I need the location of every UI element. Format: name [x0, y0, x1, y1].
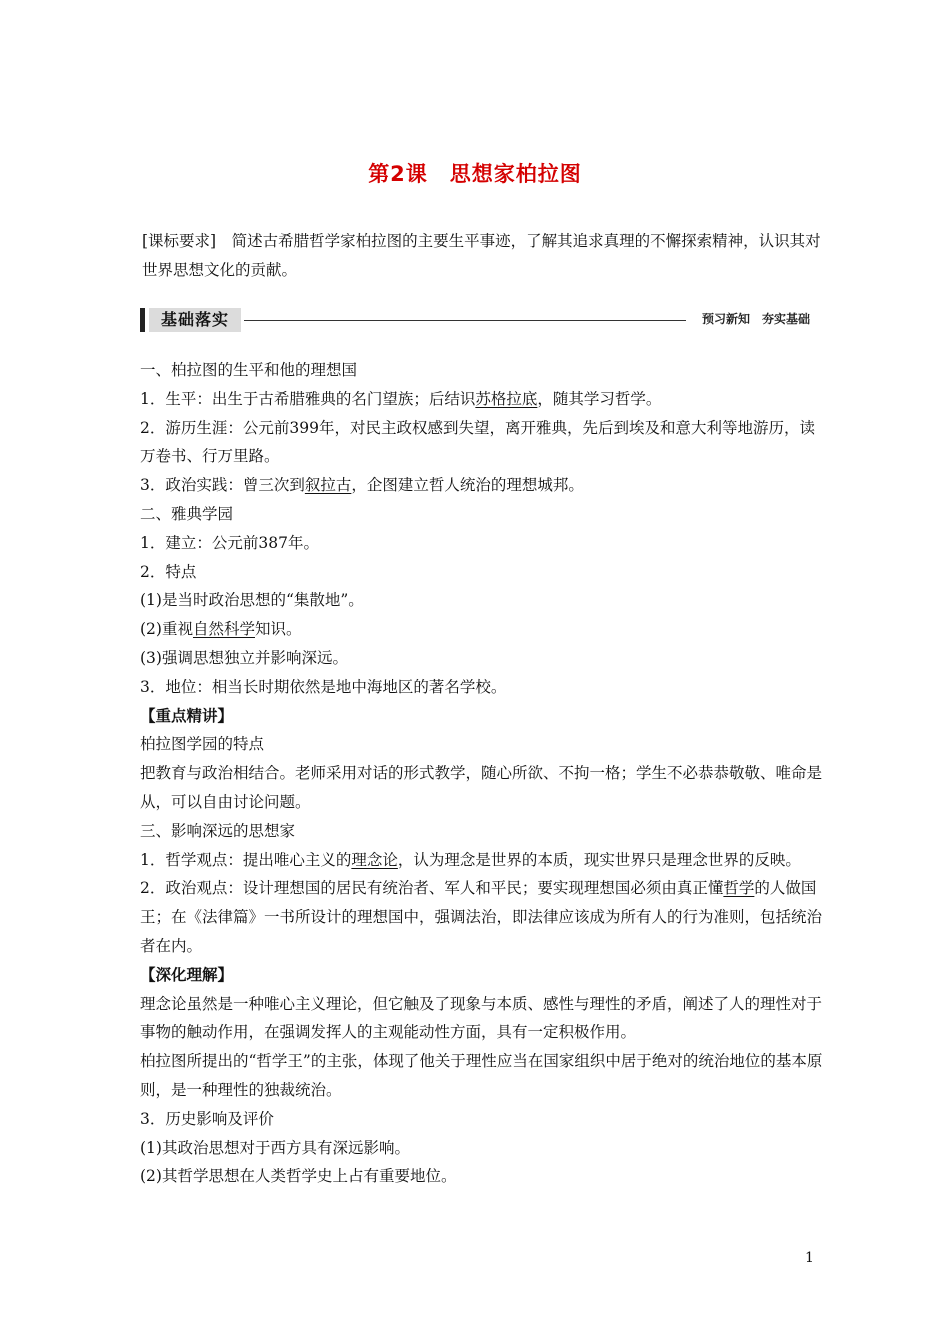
text-span: 3．政治实践：曾三次到: [140, 476, 305, 495]
text-span: ，企图建立哲人统治的理想城邦。: [351, 476, 584, 495]
text-span: 1．生平：出生于古希腊雅典的名门望族；后结识: [140, 389, 476, 408]
paragraph: [140, 615, 830, 644]
text-span: 的人做国王；在《法律篇》一书所设计的理想国中，强调法治，即法律应该成为所有人的行为准则，包括统治者在内。: [140, 879, 823, 955]
text-span: 2．政治观点：设计理想国的居民有统治者、军人和平民；要实现理想国必须由真正懂: [140, 879, 724, 898]
text-span: (2)重视: [140, 620, 193, 639]
text-span: 1．哲学观点：提出唯心主义的: [140, 850, 352, 869]
paragraph: (1)是当时政治思想的“集散地”。: [140, 591, 364, 610]
text-span: ，认为理念是世界的本质，现实世界只是理念世界的反映。: [397, 850, 801, 869]
requirement-label: [课标要求]: [142, 232, 217, 250]
section-heading: 二、雅典学园: [140, 504, 234, 523]
paragraph: 2．特点: [140, 562, 197, 581]
paragraph: 2．游历生涯：公元前399年，对民主政权感到失望，离开雅典，先后到埃及和意大利等地游历，读万卷书、行万里路。: [140, 418, 815, 466]
paragraph: (2)其哲学思想在人类哲学史上占有重要地位。: [140, 1167, 457, 1186]
paragraph: [140, 471, 830, 500]
text-span: 知识。: [254, 620, 302, 639]
lesson-title: 第2课 思想家柏拉图: [368, 162, 582, 186]
paragraph: (3)强调思想独立并影响深远。: [140, 648, 348, 667]
underlined-term: 理念论: [351, 850, 398, 869]
paragraph: 3．历史影响及评价: [140, 1109, 274, 1128]
paragraph: 1．建立：公元前387年。: [140, 533, 319, 552]
section-banner: [140, 305, 810, 335]
paragraph: [140, 874, 830, 960]
underlined-term: 叙拉古: [304, 476, 352, 495]
underlined-term: 哲学: [723, 879, 755, 898]
paragraph: (1)其政治思想对于西方具有深远影响。: [140, 1138, 410, 1157]
page-number: 1: [805, 1250, 814, 1266]
underlined-term: 苏格拉底: [475, 389, 538, 408]
focus-tag: 【重点精讲】: [140, 705, 234, 725]
focus-text: 把教育与政治相结合。老师采用对话的形式教学，随心所欲、不拘一格；学生不必恭恭敬敬、唯命是从，可以自由讨论问题。: [140, 764, 823, 811]
banner-right-text: 预习新知 夯实基础: [701, 312, 810, 326]
paragraph: [140, 846, 830, 875]
underlined-term: 自然科学: [192, 620, 255, 639]
section-heading: 三、影响深远的思想家: [140, 821, 296, 840]
banner-rule: [244, 320, 686, 321]
main-content: [140, 356, 830, 1191]
banner-bar: [140, 308, 145, 332]
curriculum-requirement: [142, 227, 822, 285]
section-heading: 一、柏拉图的生平和他的理想国: [140, 361, 358, 379]
deepen-tag: 【深化理解】: [140, 964, 234, 984]
banner-label: 基础落实: [149, 308, 241, 332]
focus-subtitle: 柏拉图学园的特点: [140, 735, 265, 754]
requirement-text: 简述古希腊哲学家柏拉图的主要生平事迹，了解其追求真理的不懈探索精神，认识其对世界思想文化的贡献。: [142, 232, 821, 279]
text-span: ，随其学习哲学。: [537, 389, 662, 408]
deepen-text: 理念论虽然是一种唯心主义理论，但它触及了现象与本质、感性与理性的矛盾，阐述了人的理性对于事物的触动作用，在强调发挥人的主观能动性方面，具有一定积极作用。: [140, 994, 823, 1042]
paragraph: 3．地位：相当长时期依然是地中海地区的著名学校。: [140, 677, 507, 696]
deepen-text: 柏拉图所提出的“哲学王”的主张，体现了他关于理性应当在国家组织中居于绝对的统治地位的基本原则，是一种理性的独裁统治。: [140, 1052, 823, 1099]
paragraph: [140, 385, 830, 414]
